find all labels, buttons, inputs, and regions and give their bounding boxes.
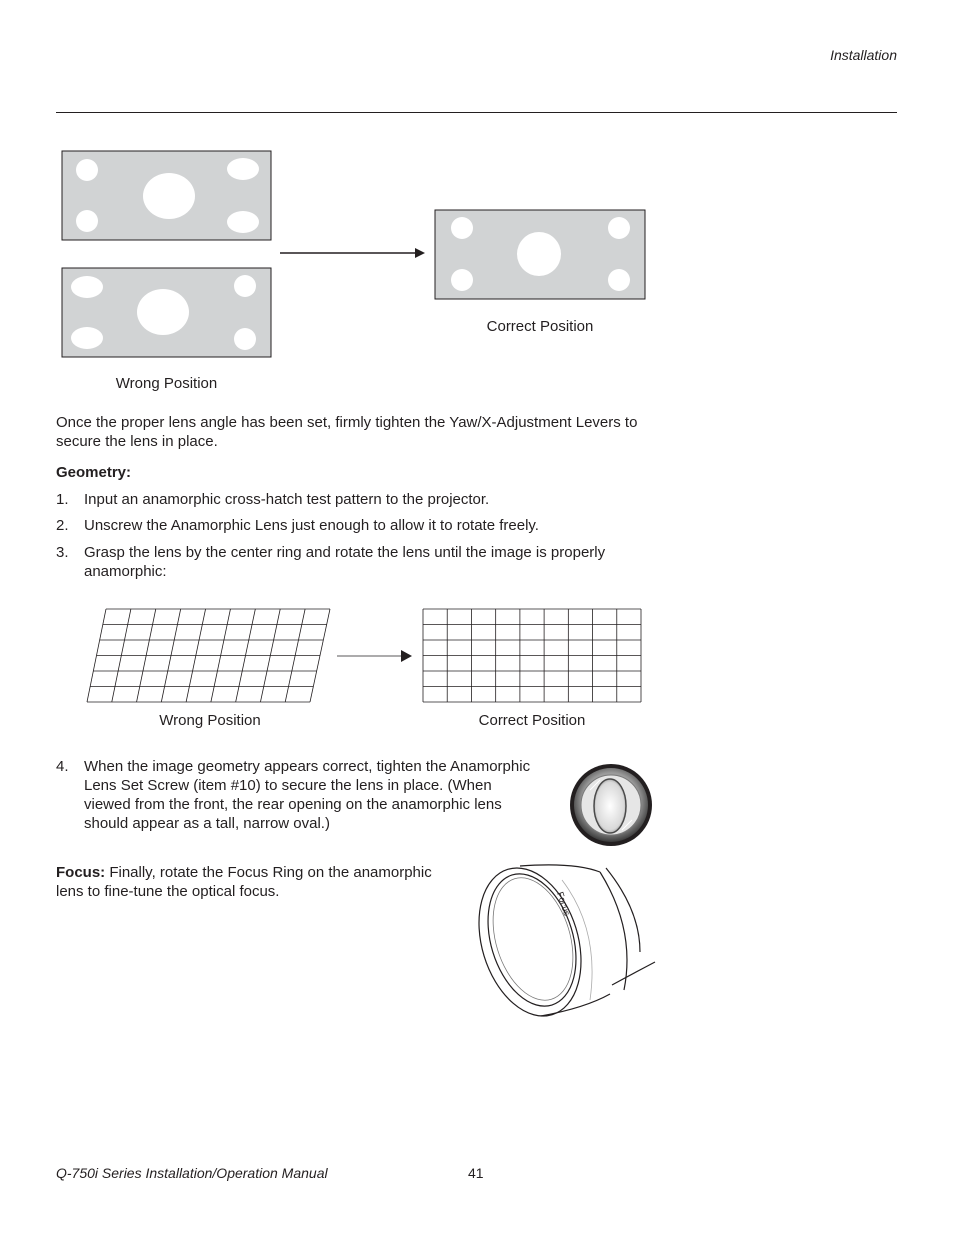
footer-manual-title: Q-750i Series Installation/Operation Manual xyxy=(56,1165,328,1181)
step-number: 3. xyxy=(56,544,69,561)
crosshatch-correct-caption: Correct Position xyxy=(478,712,586,729)
step-text: Input an anamorphic cross-hatch test pattern to the projector. xyxy=(84,491,490,508)
focus-ring-label: Focus xyxy=(555,890,573,917)
step-text: When the image geometry appears correct, tighten the Anamorphic Lens Set Screw (item #10) to secure the lens in place. (When viewed from the front, the rear opening on the anamorphic lens should appear as a tall, narrow oval.) xyxy=(84,758,531,832)
crosshatch-wrong-caption: Wrong Position xyxy=(159,712,261,729)
correct-position-caption: Correct Position xyxy=(486,318,594,335)
step-number: 4. xyxy=(56,758,69,775)
footer-page-number: 41 xyxy=(468,1165,484,1181)
intro-paragraph: Once the proper lens angle has been set, firmly tighten the Yaw/X-Adjustment Levers to secure the lens in place. xyxy=(56,414,638,450)
header-section-title: Installation xyxy=(830,47,897,63)
step-text: Unscrew the Anamorphic Lens just enough to allow it to rotate freely. xyxy=(84,517,539,534)
step-number: 2. xyxy=(56,517,69,534)
focus-text: Finally, rotate the Focus Ring on the anamorphic lens to fine-tune the optical focus. xyxy=(56,864,432,900)
focus-label: Focus: xyxy=(56,864,106,881)
geometry-heading: Geometry: xyxy=(56,464,132,481)
step-text: Grasp the lens by the center ring and rotate the lens until the image is properly anamorphic: xyxy=(84,544,606,580)
step-number: 1. xyxy=(56,491,69,508)
wrong-position-caption: Wrong Position xyxy=(115,375,218,392)
